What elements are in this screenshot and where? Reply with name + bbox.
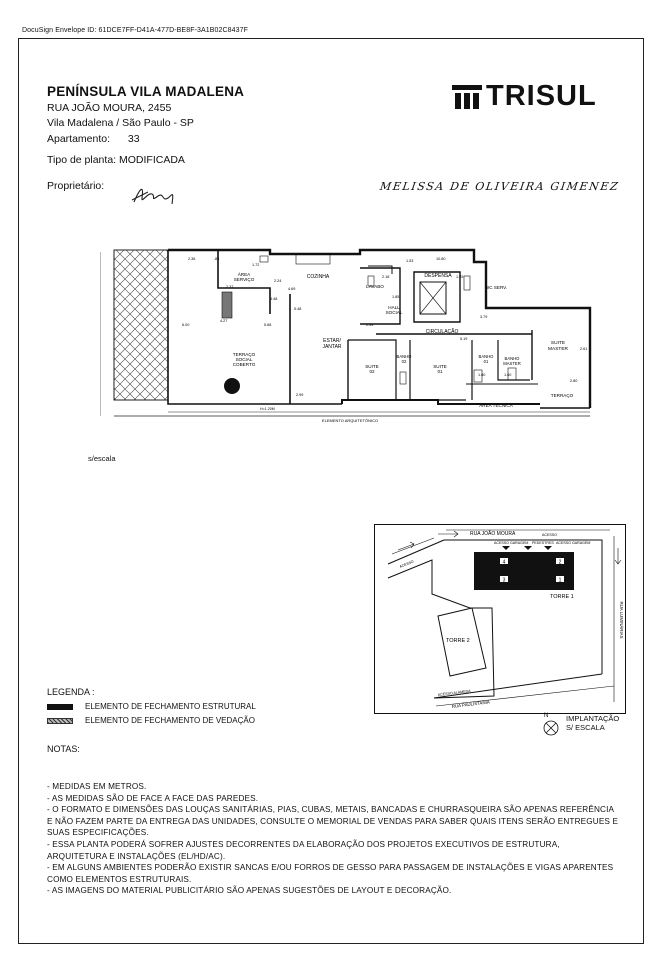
room-hall-social-1: HALL [388,305,400,310]
legend-structural-label: ELEMENTO DE FECHAMENTO ESTRUTURAL [85,702,256,711]
note-item: - ESSA PLANTA PODERÁ SOFRER AJUSTES DECORRENTES DA ELABORAÇÃO DOS PROJETOS EXECUTIVOS DE ESTRUTURA, ARQUITETURA E INSTALAÇÕES (EL/HD/AC). [47,839,560,861]
project-city: Vila Madalena / São Paulo - SP [47,117,194,129]
legend-sealing-label: ELEMENTO DE FECHAMENTO DE VEDAÇÃO [85,716,255,725]
street-rua-joao-moura: RUA JOÃO MOURA [470,531,516,537]
north-arrow-icon [542,711,562,737]
apartment-label: Apartamento: [47,133,111,145]
room-suite-02-1: SUITE [365,364,379,369]
room-banho-01-2: 01 [483,359,489,364]
dim-12: 2.99 [296,393,304,397]
room-cozinha: COZINHA [306,274,330,280]
note-item: - O FORMATO E DIMENSÕES DAS LOUÇAS SANITÁRIAS, PIAS, CUBAS, METAIS, BANCADAS E CHURRASQUEIRA SÃO APENAS REFERÊNCIA E NÃO FAZEM PARTE DA ENTREGA DAS UNIDADES, CONSULTE O MEMORIAL DE VENDAS PARA SABER QUAIS ITENS SERÃO ENTREGUES E SUAS ESPECIFICAÇÕES. [47,805,619,838]
note-item: - MEDIDAS EM METROS. [47,782,147,791]
unit-2: 2 [558,559,562,566]
dim-9: 4.48 [270,297,278,301]
label-torre-2: TORRE 2 [446,638,470,644]
room-area-tecnica: ÁREA TÉCNICA [479,403,513,408]
label-acesso-garagem-1: ACESSO GARAGEM [494,541,529,545]
project-title: PENÍNSULA VILA MADALENA [47,84,245,99]
north-letter: N [544,713,549,719]
dim-11: 5.68 [264,323,272,327]
dim-16: 1.25 [456,275,464,279]
room-terraco: TERRAÇO [550,393,574,398]
implantacao-line-2: S/ ESCALA [566,723,605,732]
room-wc-serv: WC SERV. [484,285,508,290]
label-acesso-lateral: ACESSO [398,559,415,569]
dim-3: 1.72 [252,263,260,267]
room-banho-01-1: BANHO [478,354,494,359]
scale-note: s/escala [88,454,116,463]
implantacao-line-1: IMPLANTAÇÃO [566,714,620,723]
street-rua-paulistania: RUA PAULISTANIA [451,699,490,709]
room-terraco-3: COBERTO [232,362,256,367]
label-acesso: ACESSO [542,533,557,537]
notes-title: NOTAS: [47,744,80,754]
docusign-envelope-id: DocuSign Envelope ID: 61DCE7FF-D41A-477D-BE8F-3A1B02C8437F [22,27,249,34]
room-estar-jantar-2: JANTAR [322,344,342,350]
trisul-logo [452,80,597,112]
dim-7: 2.24 [274,279,282,283]
dim-22: 1.80 [478,373,486,377]
unit-3: 3 [502,577,506,584]
dim-23: 1.60 [504,373,512,377]
owner-name-handwritten: MELISSA DE OLIVEIRA GIMENEZ [379,180,621,193]
dim-24: 2.80 [570,379,578,383]
room-terraco-2: SOCIAL [235,357,253,362]
street-rua-luminarias: RUA LUMINÁRIAS [619,601,624,639]
structural-swatch [47,704,73,710]
apartment-floor-plan [100,244,596,428]
room-estar-jantar-1: ESTAR/ [323,338,341,344]
label-acesso-garagem-2: ACESSO GARAGEM [556,541,591,545]
dim-15: 2.18 [382,275,390,279]
room-suite-01-2: 01 [437,369,443,374]
room-banho-02-1: BANHO [396,354,412,359]
legend-structural [47,702,256,711]
plan-type-value: MODIFICADA [119,154,185,166]
apartment-value: 33 [127,133,140,145]
room-banho-master-2: MASTER [503,361,521,366]
dim-5: 4.27 [220,319,228,323]
room-despensa: DESPENSA [424,273,452,279]
dim-10: 5.48 [294,307,302,311]
legend-sealing [47,716,255,725]
room-lavabo: LAVABO [366,284,384,289]
apartment-row [47,133,140,145]
room-suite-master-1: SUITE [550,341,566,346]
dim-13: 1.53 [406,259,414,263]
dim-14: 10.80 [436,257,446,261]
room-suite-master-2: MASTER [548,347,568,352]
note-item: - EM ALGUNS AMBIENTES PODERÃO EXISTIR SANCAS E/OU FORROS DE GESSO PARA PASSAGEM DE INSTALAÇÕES E VIGAS APARENTES COMO ELEMENTOS ESTRUTURAIS. [47,863,614,884]
room-hall-social-2: SOCIAL [385,310,403,315]
dim-4: 2.37 [226,285,234,289]
dim-19: 2.34 [366,323,374,327]
project-address: RUA JOÃO MOURA, 2455 [47,102,172,114]
owner-label: Proprietário: [47,180,105,192]
sealing-swatch [47,718,73,724]
dim-25: H=1.20M [260,407,275,411]
room-area-servico-1: ÁREA [237,272,251,277]
trisul-logo-icon [452,81,482,111]
room-terraco-1: TERRAÇO [232,352,256,357]
dim-18: 3.79 [480,315,488,319]
dim-6: 6.00 [182,323,190,327]
room-area-servico-2: SERVIÇO [233,277,255,282]
elemento-label: ELEMENTO ARQUITETÔNICO [321,418,379,423]
legend-title: LEGENDA : [47,687,95,697]
room-suite-01-1: SUITE [433,364,447,369]
room-banho-master-1: BANHO [504,356,520,361]
room-banho-02-2: 02 [401,359,407,364]
signature-mark [128,180,188,210]
implantacao-label [566,714,619,732]
dim-1: 2.36 [188,257,196,261]
plan-type-label: Tipo de planta: [47,154,117,166]
label-pedestres: PEDESTRES [532,541,554,545]
label-torre-1: TORRE 1 [550,594,574,600]
label-acesso-alameda: ACESSO ALAMEDA [437,689,471,697]
brand-name: TRISUL [486,80,597,112]
note-item: - AS MEDIDAS SÃO DE FACE A FACE DAS PAREDES. [47,793,259,803]
dim-20: 5.19 [460,337,468,341]
unit-4: 4 [502,559,506,566]
dim-21: 2.61 [580,347,588,351]
notes-list [47,781,621,897]
dim-2: .85 [214,257,220,261]
dim-17: 1.85 [392,295,400,299]
plan-type-row [47,154,185,166]
dim-8: 4.69 [288,287,296,291]
room-suite-02-2: 02 [369,369,375,374]
unit-1: 1 [558,577,562,584]
room-circulacao: CIRCULAÇÃO [425,329,459,335]
site-implantation-plan [374,524,626,714]
note-item: - AS IMAGENS DO MATERIAL PUBLICITÁRIO SÃO APENAS SUGESTÕES DE LAYOUT E DECORAÇÃO. [47,886,452,896]
